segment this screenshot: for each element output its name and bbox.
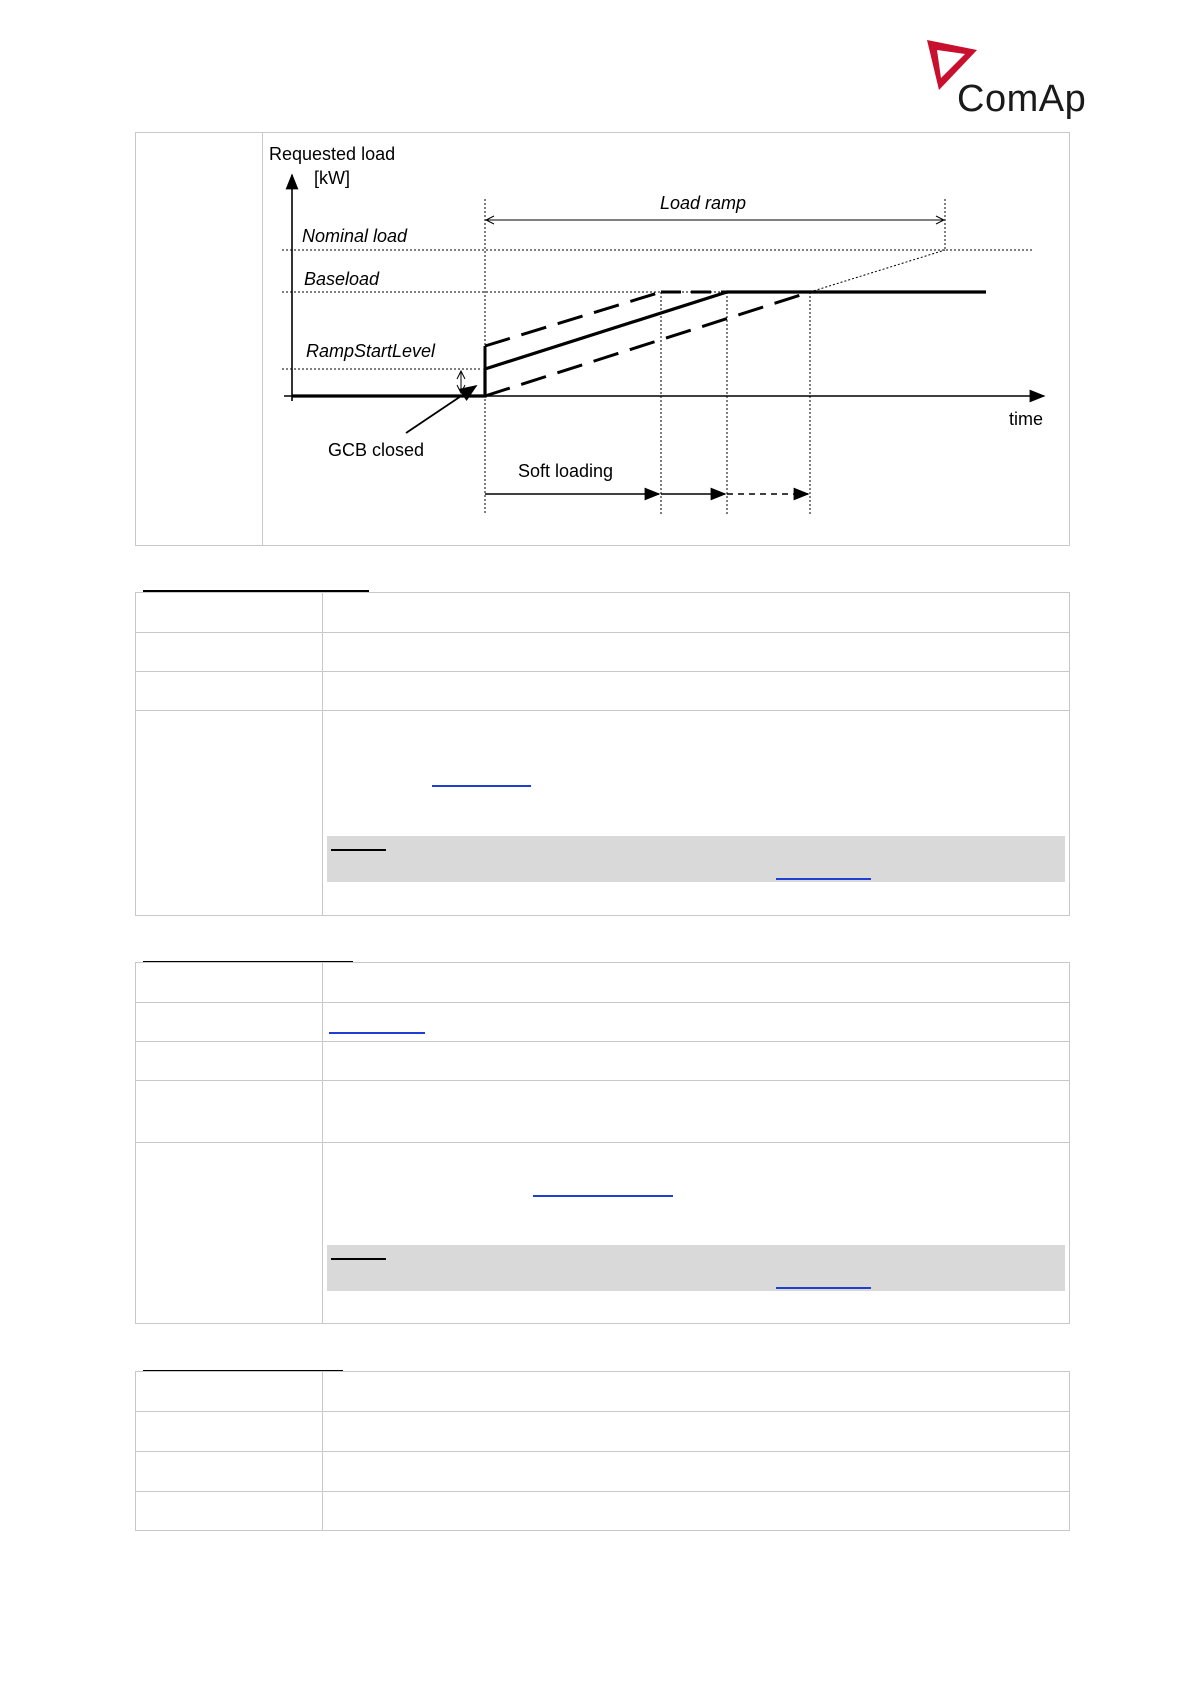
table-cell-label <box>136 1042 323 1080</box>
x-axis-label: time <box>1009 409 1044 429</box>
parameter-table-2 <box>135 962 1070 1324</box>
ramp-extension-line <box>810 250 945 292</box>
nominal-load-label: Nominal load <box>302 226 408 246</box>
value-link[interactable] <box>329 1032 425 1034</box>
table-row <box>136 672 1069 711</box>
table-cell-label <box>136 1412 323 1451</box>
parameter-table-1 <box>135 592 1070 916</box>
soft-loading-diagram <box>264 133 1069 545</box>
table-row <box>136 1081 1069 1143</box>
table-cell-label <box>136 963 323 1002</box>
ramp-curve-dashed-lower <box>485 292 810 396</box>
table-row <box>136 1003 1069 1042</box>
parameter-table-3 <box>135 1371 1070 1531</box>
note-box <box>327 1245 1065 1291</box>
table-cell-label <box>136 1003 323 1041</box>
logo-text: ComAp <box>957 78 1087 120</box>
table-row <box>136 1372 1069 1412</box>
gcb-closed-label: GCB closed <box>328 440 425 460</box>
diagram-container <box>135 132 1070 546</box>
table-cell-label <box>136 1452 323 1491</box>
table-row <box>136 1143 1069 1323</box>
cross-reference-link[interactable] <box>432 785 531 787</box>
diagram-left-cell <box>136 133 263 545</box>
table-cell-label <box>136 711 323 915</box>
table-row <box>136 1412 1069 1452</box>
table-cell-label <box>136 1081 323 1142</box>
note-link[interactable] <box>776 1287 871 1289</box>
gcb-closed-arrow <box>406 386 476 433</box>
table-row <box>136 593 1069 633</box>
note-box <box>327 836 1065 882</box>
table-row <box>136 1042 1069 1081</box>
comap-logo <box>925 38 1095 118</box>
table-cell-label <box>136 672 323 710</box>
soft-loading-label: Soft loading <box>518 461 614 481</box>
table-cell-label <box>136 1492 323 1530</box>
ramp-start-level-label: RampStartLevel <box>306 341 436 361</box>
y-axis-unit: [kW] <box>314 168 350 188</box>
note-link[interactable] <box>776 878 871 880</box>
cross-reference-link[interactable] <box>533 1195 673 1197</box>
note-heading <box>331 1258 386 1260</box>
table-cell-label <box>136 633 323 671</box>
y-axis-label: Requested load <box>269 144 396 164</box>
ramp-curve-dashed-upper <box>485 292 661 346</box>
table-row <box>136 711 1069 915</box>
table-cell-label <box>136 1372 323 1411</box>
baseload-label: Baseload <box>304 269 380 289</box>
table-cell-label <box>136 593 323 632</box>
table-row <box>136 1492 1069 1530</box>
load-ramp-label: Load ramp <box>660 193 747 213</box>
table-cell-label <box>136 1143 323 1323</box>
table-row <box>136 1452 1069 1492</box>
table-row <box>136 963 1069 1003</box>
table-row <box>136 633 1069 672</box>
note-heading <box>331 849 386 851</box>
section-1-heading <box>143 584 369 592</box>
